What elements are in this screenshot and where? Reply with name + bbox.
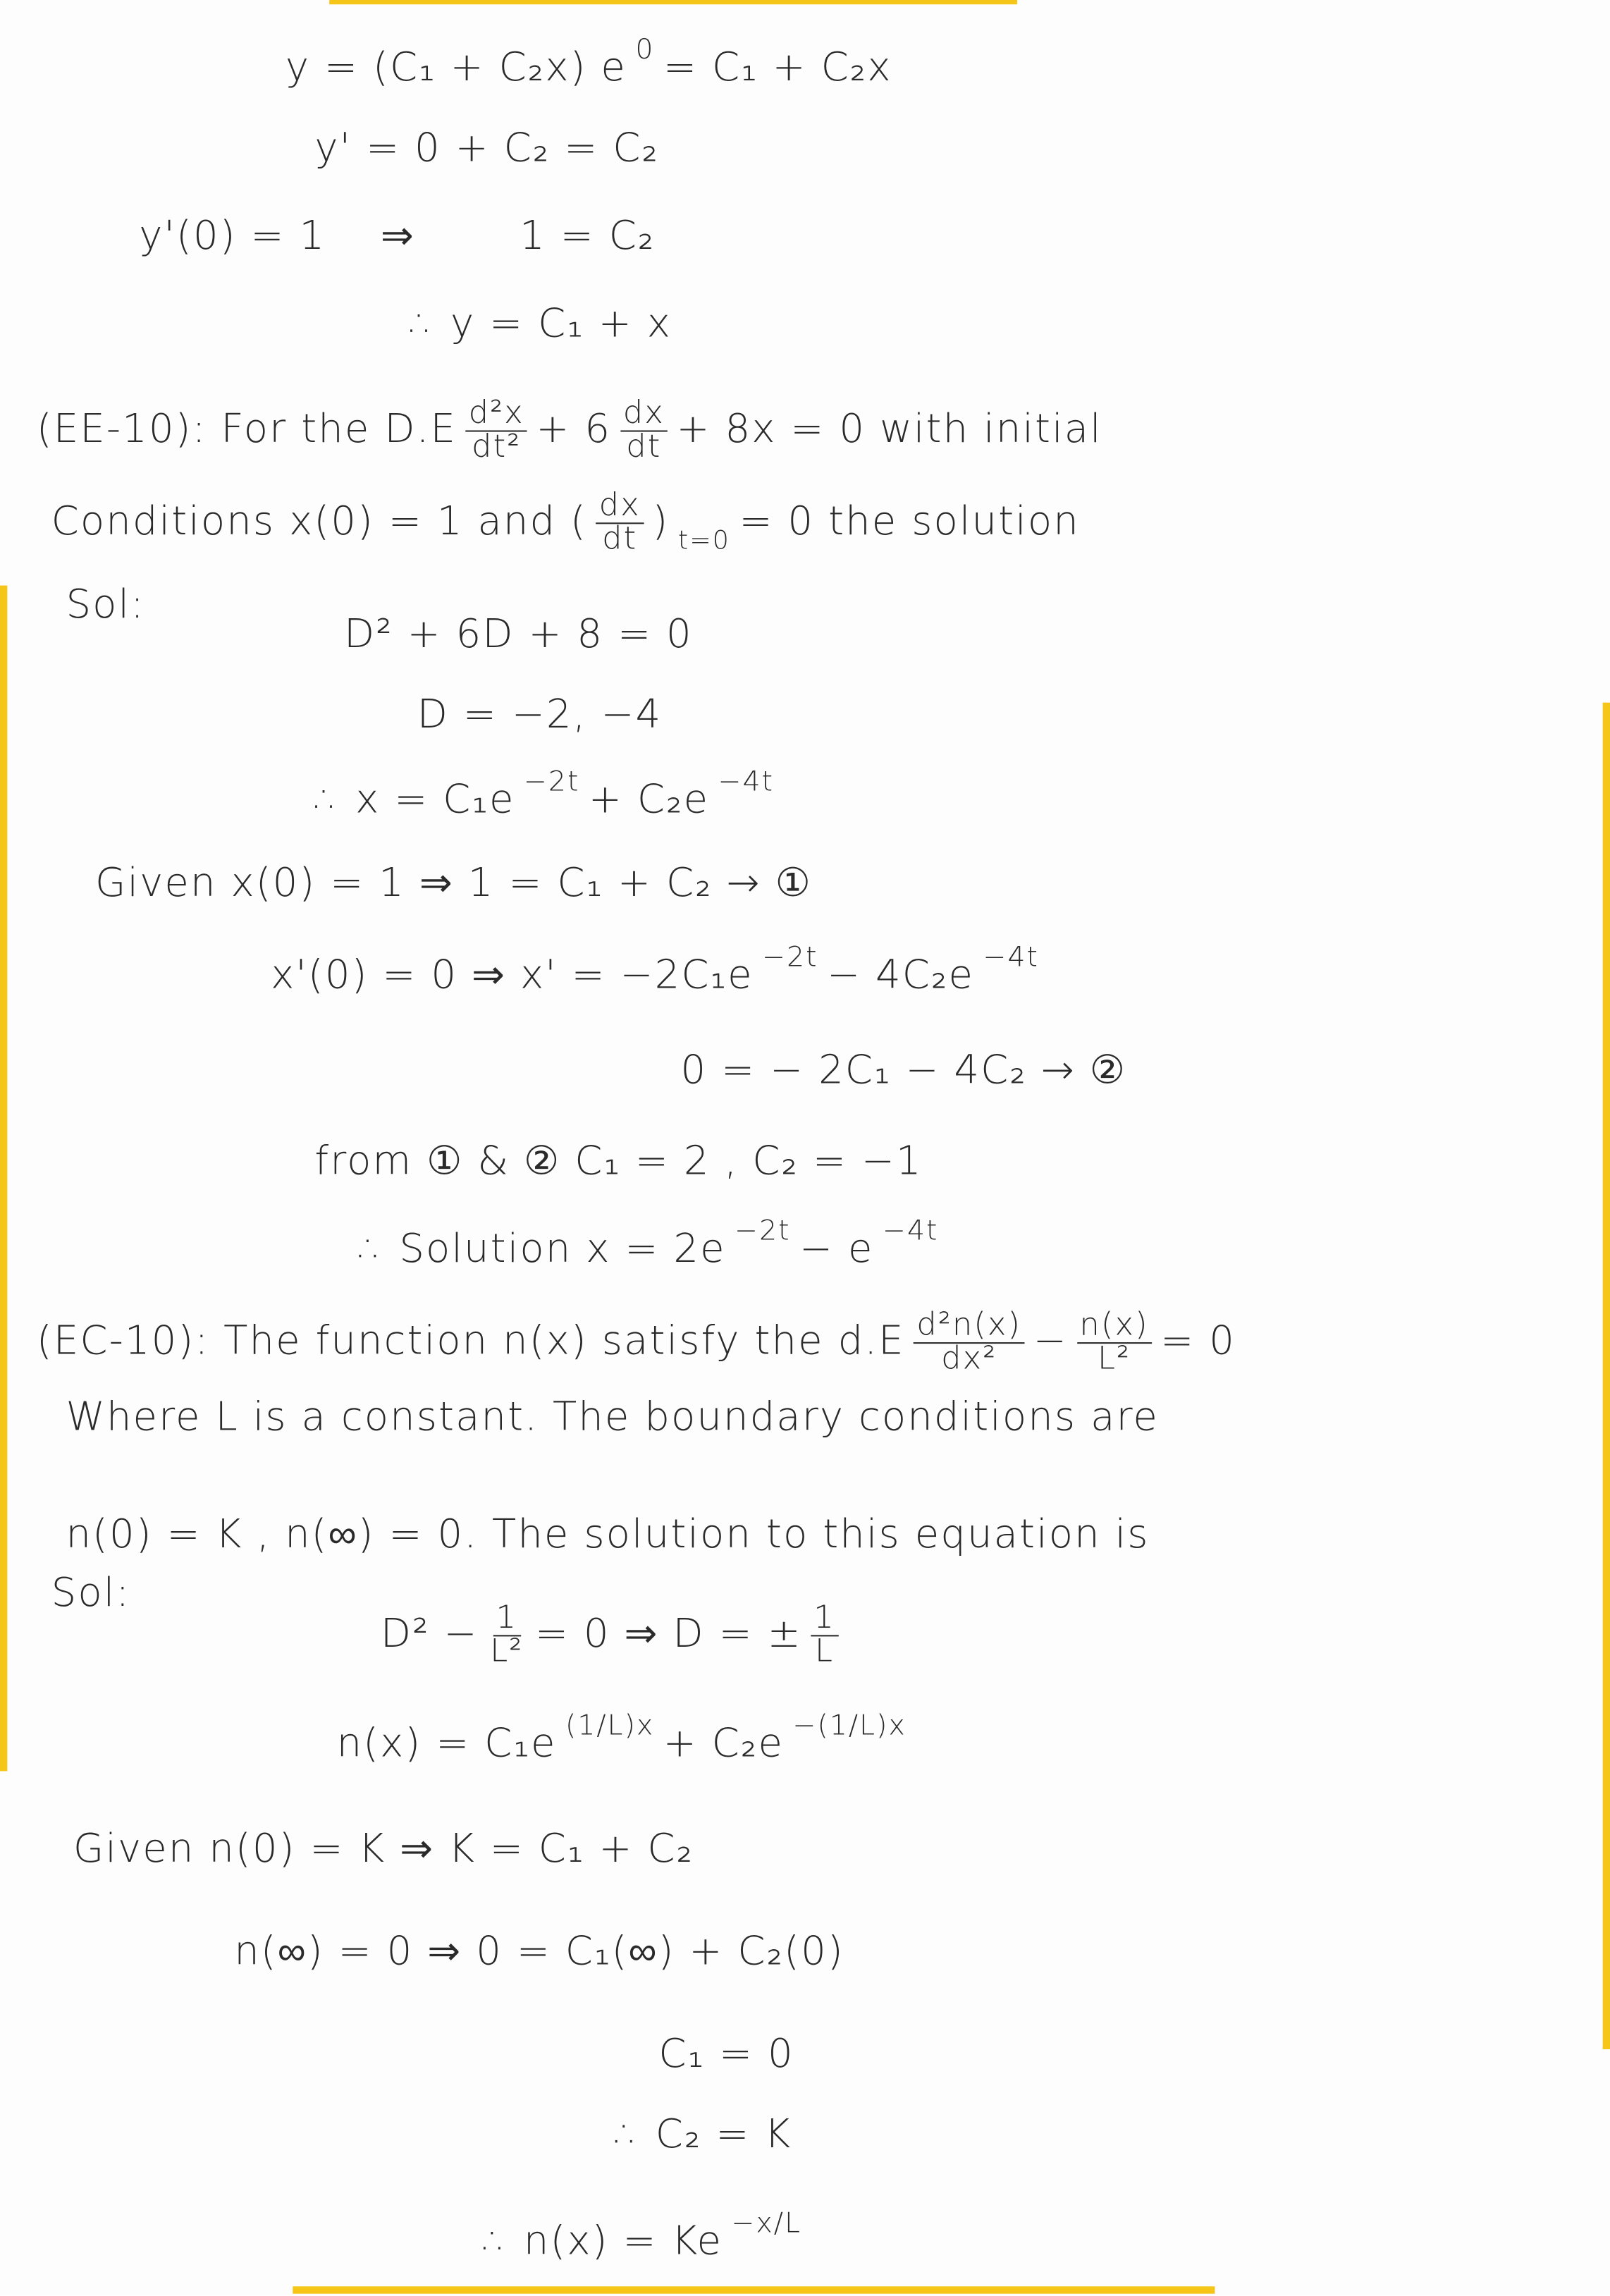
- text: ∴ y = C₁ + x: [410, 301, 672, 348]
- text: ∴ n(x) = Ke: [483, 2219, 723, 2265]
- text: (EC-10): The function n(x) satisfy the d.E: [36, 1318, 905, 1364]
- denominator: dt²: [472, 428, 522, 465]
- note-line: [36, 1307, 1245, 1377]
- text: + C₂e: [663, 1721, 785, 1767]
- note-line: [139, 214, 334, 259]
- highlight-bar-left: [0, 586, 7, 1772]
- note-line: [314, 125, 668, 171]
- numerator: 1: [811, 1603, 838, 1636]
- text: + 8x = 0 with initial: [676, 406, 1102, 452]
- note-line: [66, 582, 154, 628]
- note-line: [66, 1511, 1158, 1558]
- text: Given n(0) = K ⇒ K = C₁ + C₂: [73, 1827, 694, 1872]
- denominator: L²: [490, 1633, 524, 1670]
- text: ⇒: [380, 214, 415, 259]
- text: y = (C₁ + C₂x) e: [285, 45, 627, 91]
- note-line: [615, 2112, 801, 2158]
- note-line: [520, 214, 664, 259]
- note-line: [66, 1394, 1167, 1441]
- note-line: [73, 1827, 703, 1872]
- note-line: [234, 1929, 853, 1975]
- numerator: dx: [596, 491, 643, 524]
- note-line: [51, 1570, 140, 1616]
- text: Given x(0) = 1 ⇒ 1 = C₁ + C₂ → ①: [94, 860, 812, 907]
- text: D² + 6D + 8 = 0: [343, 611, 693, 658]
- note-line: [380, 1600, 847, 1670]
- highlight-bar-bottom: [293, 2286, 1215, 2293]
- text: from ① & ② C₁ = 2 , C₂ = −1: [314, 1138, 923, 1184]
- text: ∴ x = C₁e: [314, 777, 515, 823]
- text: ): [652, 498, 670, 544]
- text: ∴ Solution x = 2e: [358, 1227, 726, 1272]
- text: − e: [799, 1227, 874, 1272]
- numerator: n(x): [1076, 1310, 1152, 1343]
- denominator: L: [815, 1633, 835, 1670]
- text: y'(0) = 1: [139, 214, 326, 259]
- superscript: −x/L: [731, 2207, 802, 2240]
- note-line: [658, 2032, 803, 2077]
- text: Conditions x(0) = 1 and (: [51, 498, 588, 544]
- superscript: −2t: [762, 941, 818, 974]
- text: x'(0) = 0 ⇒ x' = −2C₁e: [271, 952, 754, 999]
- superscript: −(1/L)x: [792, 1709, 907, 1742]
- text: = 0 ⇒ D = ±: [534, 1611, 802, 1657]
- denominator: dx²: [941, 1340, 997, 1377]
- text: D² −: [380, 1611, 479, 1657]
- text: − 4C₂e: [827, 952, 975, 999]
- note-line: [51, 487, 1089, 558]
- numerator: dx: [620, 398, 668, 431]
- text: = 0: [1160, 1318, 1236, 1364]
- text: −: [1033, 1318, 1068, 1364]
- fraction: [811, 1600, 838, 1670]
- numerator: 1: [493, 1603, 520, 1636]
- note-line: [285, 33, 901, 91]
- fraction: [1076, 1307, 1152, 1377]
- note-line: [314, 1138, 931, 1184]
- note-line: [380, 214, 424, 259]
- fraction: [620, 395, 668, 465]
- text: D = −2, −4: [417, 692, 663, 738]
- note-line: [94, 860, 821, 907]
- superscript: −4t: [883, 1215, 939, 1248]
- denominator: L²: [1097, 1340, 1131, 1377]
- superscript: −4t: [983, 941, 1040, 974]
- text: Sol:: [51, 1570, 131, 1616]
- text: = 0 the solution: [739, 498, 1080, 544]
- text: 0 = − 2C₁ − 4C₂ → ②: [680, 1048, 1127, 1094]
- highlight-bar-right: [1603, 703, 1610, 2049]
- numerator: d²n(x): [914, 1310, 1024, 1343]
- superscript: −2t: [523, 765, 580, 798]
- text: n(x) = C₁e: [336, 1721, 557, 1767]
- superscript: −2t: [735, 1215, 791, 1248]
- note-line: [336, 1709, 916, 1767]
- text: (EE-10): For the D.E: [36, 406, 457, 452]
- note-line: [358, 1215, 947, 1272]
- numerator: d²x: [465, 398, 527, 431]
- text: ∴ C₂ = K: [615, 2112, 792, 2158]
- fraction: [465, 395, 527, 465]
- note-line: [271, 941, 1047, 999]
- text: + C₂e: [588, 777, 710, 823]
- denominator: dt: [626, 428, 662, 465]
- text: Sol:: [66, 582, 146, 628]
- note-line: [36, 395, 1111, 465]
- text: Where L is a constant. The boundary conditions are: [66, 1394, 1159, 1441]
- text: n(0) = K , n(∞) = 0. The solution to this equation is: [66, 1511, 1150, 1558]
- superscript: 0: [635, 33, 655, 66]
- highlight-bar-top: [329, 0, 1017, 4]
- denominator: dt: [602, 520, 638, 558]
- fraction: [596, 487, 643, 558]
- text: 1 = C₂: [520, 214, 656, 259]
- note-line: [417, 692, 671, 738]
- note-line: [483, 2207, 810, 2265]
- text: = C₁ + C₂x: [663, 45, 892, 91]
- note-line: [680, 1048, 1136, 1094]
- superscript: −4t: [718, 765, 775, 798]
- fraction: [487, 1600, 526, 1670]
- text: n(∞) = 0 ⇒ 0 = C₁(∞) + C₂(0): [234, 1929, 844, 1975]
- fraction: [914, 1307, 1024, 1377]
- text: y' = 0 + C₂ = C₂: [314, 125, 659, 171]
- note-line: [314, 765, 782, 823]
- note-line: [410, 301, 680, 348]
- subscript: t=0: [677, 527, 731, 557]
- text: + 6: [536, 406, 612, 452]
- superscript: (1/L)x: [565, 1709, 655, 1742]
- text: C₁ = 0: [658, 2032, 794, 2077]
- note-line: [343, 611, 701, 658]
